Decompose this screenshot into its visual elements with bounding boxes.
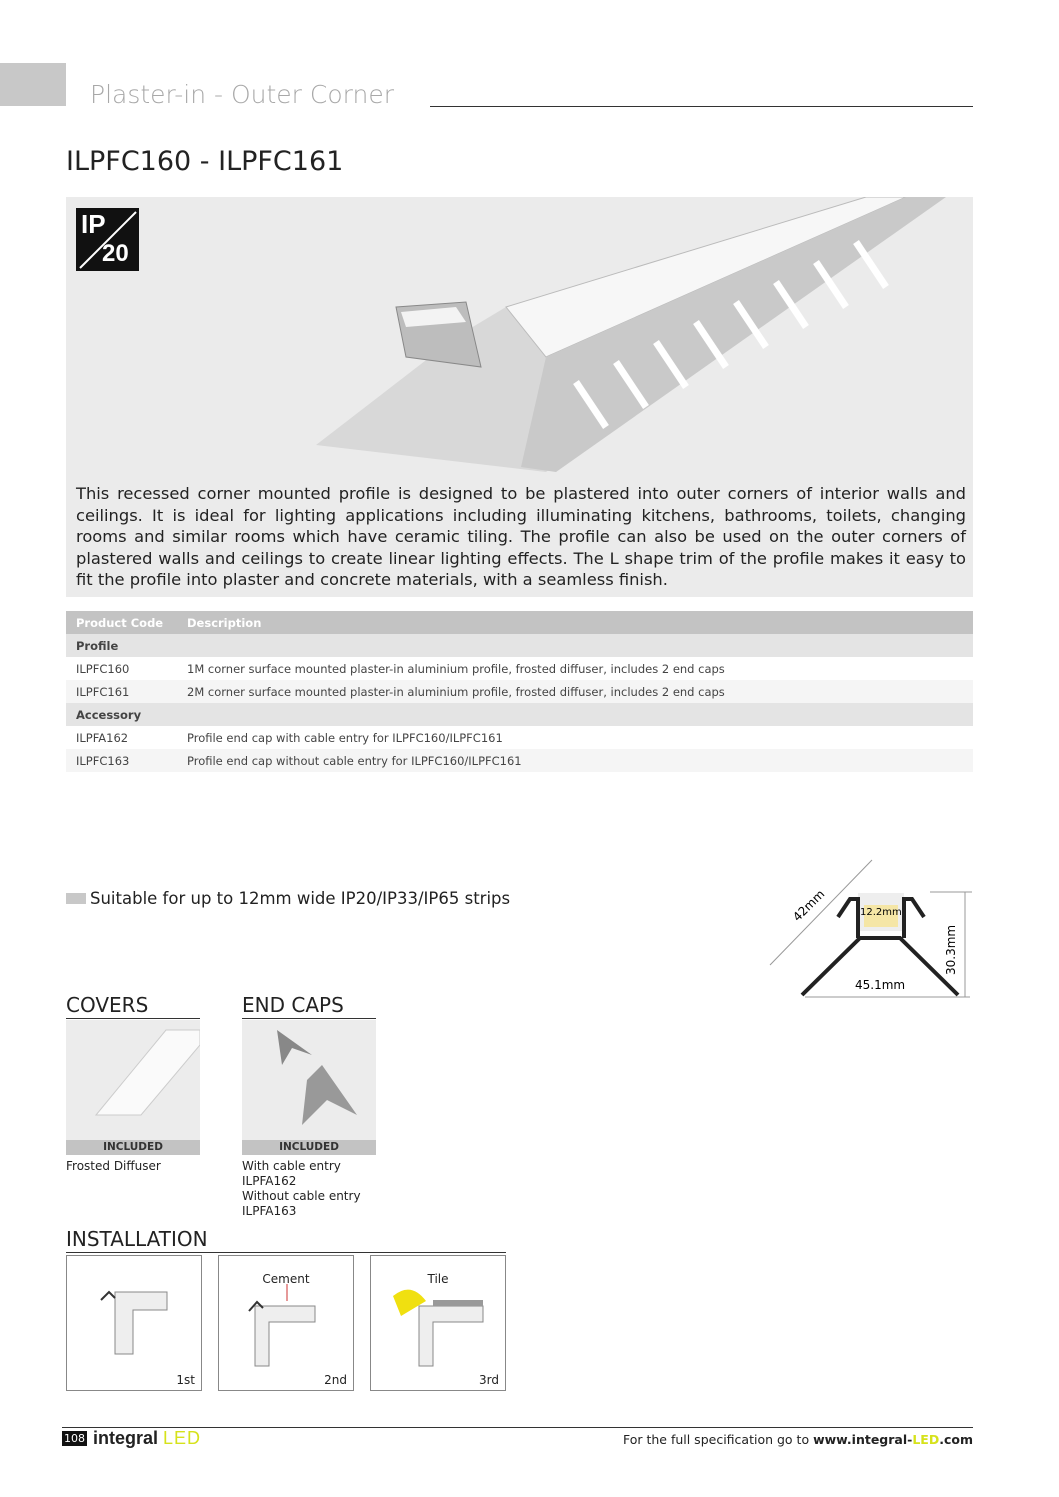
caption-line: ILPFA162 xyxy=(242,1174,297,1188)
table-row xyxy=(66,657,973,680)
product-code: ILPFC163 xyxy=(66,749,177,772)
page-title: ILPFC160 - ILPFC161 xyxy=(66,146,344,177)
brand-name: integral xyxy=(93,1428,159,1448)
end-caps-heading: END CAPS xyxy=(242,993,376,1019)
product-desc: Profile end cap with cable entry for ILPFC160/ILPFC161 xyxy=(187,730,503,745)
included-badge: INCLUDED xyxy=(66,1140,200,1155)
product-desc: Profile end cap without cable entry for ILPFC160/ILPFC161 xyxy=(177,749,973,772)
table-group xyxy=(66,703,973,726)
suitability-text: Suitable for up to 12mm wide IP20/IP33/IP65 strips xyxy=(90,889,511,908)
end-cap-image xyxy=(242,1020,376,1155)
install-step-3 xyxy=(370,1255,506,1391)
install-step-2 xyxy=(218,1255,354,1391)
section-tab xyxy=(0,63,66,106)
spec-note xyxy=(623,1432,973,1447)
product-code: ILPFA162 xyxy=(76,730,129,745)
end-caps-caption xyxy=(242,1159,361,1219)
step-label: 2nd xyxy=(324,1373,347,1387)
dim-side: 42mm xyxy=(790,886,828,925)
spec-text: For the full specification go to xyxy=(622,1432,814,1447)
table-header xyxy=(66,611,973,634)
website-link[interactable] xyxy=(813,1432,973,1447)
product-image xyxy=(306,197,966,477)
table-group xyxy=(66,634,973,657)
group-label: Profile xyxy=(66,634,973,657)
product-code: ILPFC160 xyxy=(76,661,130,676)
step-caption: Cement xyxy=(262,1272,310,1286)
product-desc: 1M corner surface mounted plaster-in aluminium profile, frosted diffuser, includes 2 end caps xyxy=(187,661,725,676)
url-accent: LED xyxy=(912,1432,940,1447)
dim-height: 30.3mm xyxy=(944,924,958,975)
divider xyxy=(430,106,973,107)
badge-ip: IP xyxy=(81,209,106,239)
caption-line: With cable entry xyxy=(242,1159,341,1173)
caption-line: Without cable entry xyxy=(242,1189,361,1203)
covers-heading: COVERS xyxy=(66,993,200,1019)
section-title: Plaster-in - Outer Corner xyxy=(90,80,394,109)
step-caption: Tile xyxy=(427,1272,449,1286)
dimension-diagram xyxy=(760,855,980,1005)
ip20-badge xyxy=(76,208,139,271)
cover-caption: Frosted Diffuser xyxy=(66,1159,161,1173)
product-desc: 2M corner surface mounted plaster-in aluminium profile, frosted diffuser, includes 2 end caps xyxy=(177,680,973,703)
brand-logo xyxy=(93,1428,201,1449)
hero-panel xyxy=(66,197,973,597)
product-table xyxy=(66,611,973,772)
table-row xyxy=(66,680,973,703)
product-description: This recessed corner mounted profile is designed to be plastered into outer corners of interior walls and ceilings. It is ideal for lighting applications including illuminating kitchens, bathrooms, toilets, changing rooms and similar rooms which have ceramic tiling. The profile can also be used on the outer corners of plastered walls and ceilings to create linear lighting effects. The L shape trim of the profile makes it easy to fit the profile into plaster and concrete materials, with a seamless finish. xyxy=(76,484,966,589)
badge-rating: 20 xyxy=(102,240,129,267)
included-badge: INCLUDED xyxy=(242,1140,376,1155)
url-part: www.integral- xyxy=(813,1432,913,1447)
product-code: ILPFC161 xyxy=(66,680,177,703)
url-part: .com xyxy=(939,1432,973,1447)
step-label: 1st xyxy=(176,1373,195,1387)
brand-accent: LED xyxy=(163,1428,202,1448)
step-label: 3rd xyxy=(479,1373,499,1387)
col-description: Description xyxy=(177,611,973,634)
col-product-code: Product Code xyxy=(66,611,177,634)
installation-heading: INSTALLATION xyxy=(66,1227,506,1253)
dim-width: 45.1mm xyxy=(855,978,906,992)
dim-strip: 12.2mm xyxy=(860,907,902,918)
bullet-square-icon xyxy=(66,893,86,904)
page-number: 108 xyxy=(64,1432,85,1445)
table-row xyxy=(66,749,973,772)
suitability-note xyxy=(66,889,510,908)
caption-line: ILPFA163 xyxy=(242,1204,297,1218)
table-row xyxy=(66,726,973,749)
install-step-1 xyxy=(66,1255,202,1391)
cover-image xyxy=(66,1020,200,1155)
group-label: Accessory xyxy=(66,703,973,726)
